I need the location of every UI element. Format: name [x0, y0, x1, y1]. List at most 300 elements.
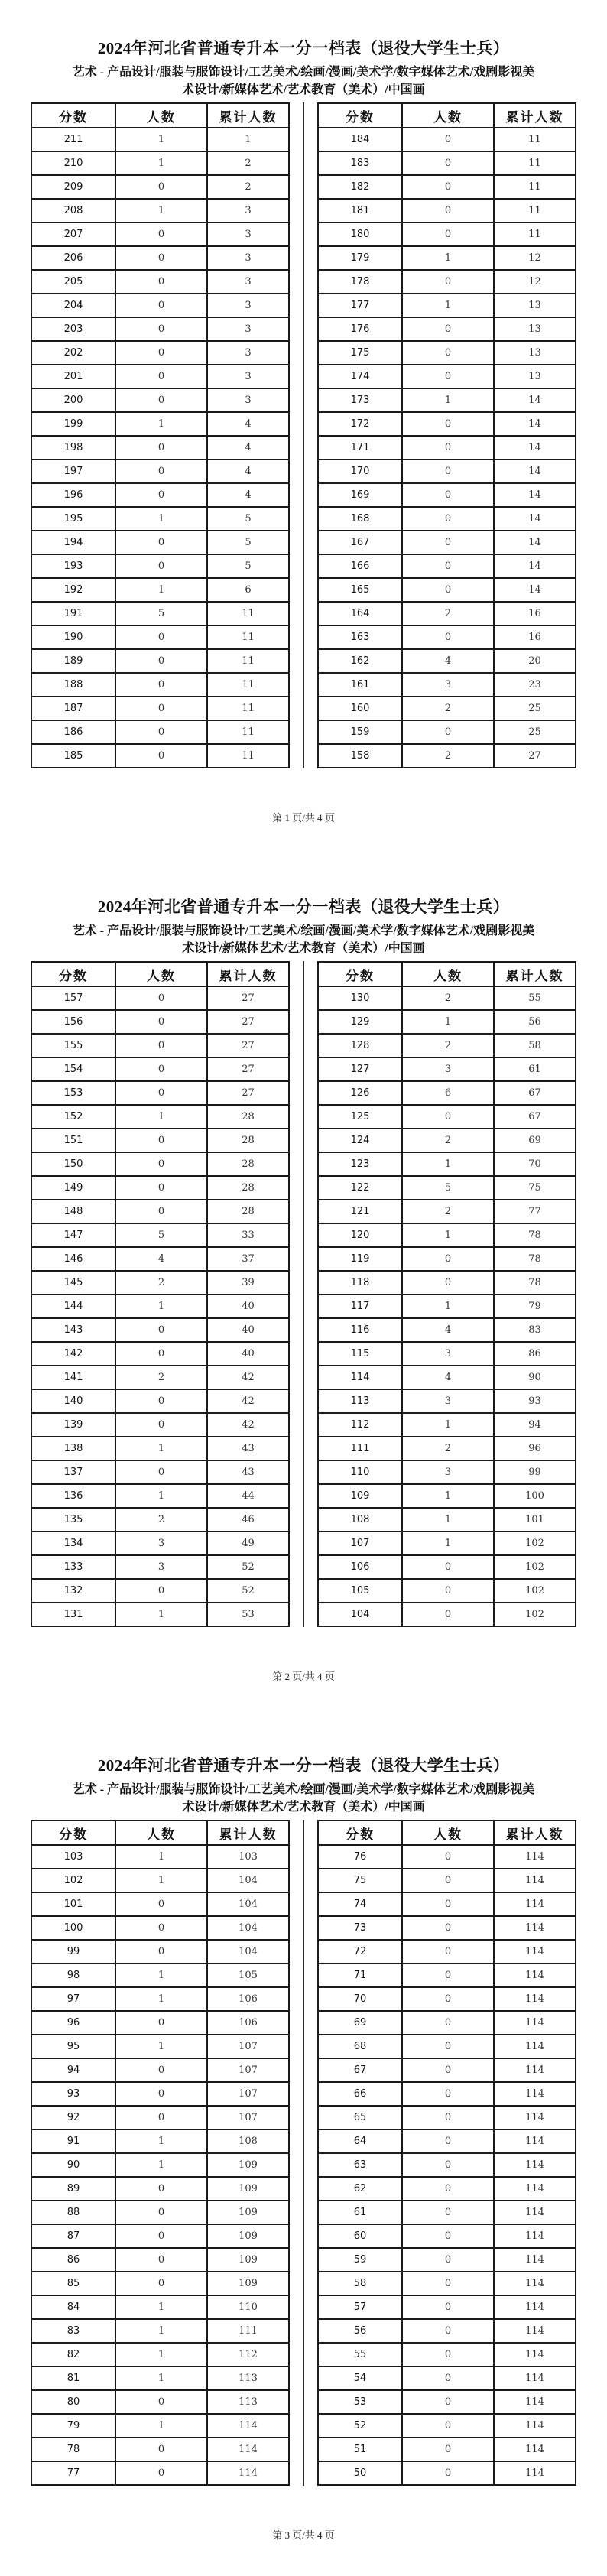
table-row: [31, 483, 289, 507]
table-row: [318, 1152, 576, 1176]
score-cell: 90: [31, 2153, 115, 2177]
cumulative-cell: 14: [494, 412, 576, 436]
cumulative-cell: 5: [207, 554, 289, 578]
table-row: [318, 1081, 576, 1105]
count-cell: 1: [402, 1223, 494, 1247]
cumulative-cell: 3: [207, 199, 289, 223]
score-cell: 68: [318, 2035, 402, 2058]
score-cell: 178: [318, 270, 402, 294]
count-cell: 0: [115, 436, 207, 460]
cumulative-cell: 114: [494, 1987, 576, 2011]
table-row: [31, 1437, 289, 1460]
score-cell: 87: [31, 2224, 115, 2248]
count-cell: 3: [402, 1057, 494, 1081]
count-cell: 0: [115, 2224, 207, 2248]
count-cell: 0: [402, 2272, 494, 2295]
cumulative-cell: 16: [494, 625, 576, 649]
cumulative-cell: 102: [494, 1532, 576, 1555]
score-cell: 51: [318, 2438, 402, 2461]
table-row: [31, 460, 289, 483]
cumulative-cell: 11: [494, 128, 576, 151]
cumulative-cell: 40: [207, 1294, 289, 1318]
table-row: [31, 270, 289, 294]
cumulative-cell: 27: [207, 1010, 289, 1034]
count-cell: 0: [115, 2461, 207, 2485]
page-title: 2024年河北省普通专升本一分一档表（退役大学生士兵）: [97, 39, 510, 57]
cumulative-cell: 27: [207, 1057, 289, 1081]
column-divider: [303, 1820, 304, 2486]
table-row: [31, 1484, 289, 1508]
score-table-left: [31, 102, 290, 768]
score-cell: 162: [318, 649, 402, 673]
cumulative-cell: 113: [207, 2390, 289, 2414]
col-header-count: 人数: [115, 962, 207, 986]
table-row: [31, 1223, 289, 1247]
table-row: [318, 697, 576, 720]
score-cell: 124: [318, 1129, 402, 1152]
score-cell: 129: [318, 1010, 402, 1034]
score-cell: 161: [318, 673, 402, 697]
count-cell: 1: [115, 2129, 207, 2153]
score-cell: 137: [31, 1460, 115, 1484]
count-cell: 1: [115, 151, 207, 175]
cumulative-cell: 111: [207, 2319, 289, 2343]
cumulative-cell: 106: [207, 2011, 289, 2035]
score-cell: 53: [318, 2390, 402, 2414]
table-row: [318, 2295, 576, 2319]
count-cell: 0: [115, 673, 207, 697]
col-header-score: 分数: [31, 1821, 115, 1845]
score-cell: 170: [318, 460, 402, 483]
score-cell: 115: [318, 1342, 402, 1366]
cumulative-cell: 114: [494, 2011, 576, 2035]
score-cell: 79: [31, 2414, 115, 2438]
col-header-count: 人数: [402, 962, 494, 986]
count-cell: 1: [402, 246, 494, 270]
cumulative-cell: 109: [207, 2272, 289, 2295]
count-cell: 3: [115, 1555, 207, 1579]
cumulative-cell: 101: [494, 1508, 576, 1532]
score-cell: 158: [318, 744, 402, 768]
cumulative-cell: 11: [207, 673, 289, 697]
cumulative-cell: 42: [207, 1366, 289, 1389]
table-row: [318, 317, 576, 341]
count-cell: 0: [402, 1892, 494, 1916]
cumulative-cell: 11: [207, 697, 289, 720]
score-cell: 211: [31, 128, 115, 151]
score-cell: 67: [318, 2058, 402, 2082]
score-cell: 127: [318, 1057, 402, 1081]
count-cell: 1: [402, 1508, 494, 1532]
table-row: [31, 2414, 289, 2438]
table-row: [318, 1964, 576, 1987]
cumulative-cell: 11: [494, 223, 576, 246]
count-cell: 0: [402, 2082, 494, 2106]
score-cell: 55: [318, 2343, 402, 2366]
cumulative-cell: 3: [207, 294, 289, 317]
count-cell: 0: [115, 2248, 207, 2272]
count-cell: 1: [402, 1532, 494, 1555]
cumulative-cell: 13: [494, 341, 576, 365]
count-cell: 1: [115, 2319, 207, 2343]
count-cell: 2: [402, 986, 494, 1010]
cumulative-cell: 55: [494, 986, 576, 1010]
count-cell: 1: [115, 2153, 207, 2177]
count-cell: 0: [402, 720, 494, 744]
count-cell: 0: [402, 1271, 494, 1294]
score-cell: 73: [318, 1916, 402, 1940]
cumulative-cell: 114: [494, 2058, 576, 2082]
page-footer: 第 1 页/共 4 页: [272, 812, 335, 823]
score-cell: 163: [318, 625, 402, 649]
count-cell: 0: [402, 199, 494, 223]
cumulative-cell: 40: [207, 1318, 289, 1342]
score-cell: 120: [318, 1223, 402, 1247]
table-row: [318, 270, 576, 294]
cumulative-cell: 11: [494, 175, 576, 199]
table-row: [31, 365, 289, 388]
cumulative-cell: 11: [207, 625, 289, 649]
cumulative-cell: 103: [207, 1845, 289, 1869]
count-cell: 2: [402, 1437, 494, 1460]
table-row: [318, 341, 576, 365]
count-cell: 1: [115, 507, 207, 531]
count-cell: 0: [115, 2106, 207, 2129]
count-cell: 0: [115, 1389, 207, 1413]
score-cell: 89: [31, 2177, 115, 2201]
cumulative-cell: 28: [207, 1176, 289, 1200]
cumulative-cell: 42: [207, 1413, 289, 1437]
score-cell: 142: [31, 1342, 115, 1366]
score-cell: 159: [318, 720, 402, 744]
count-cell: 2: [115, 1508, 207, 1532]
table-row: [31, 2295, 289, 2319]
cumulative-cell: 102: [494, 1555, 576, 1579]
cumulative-cell: 78: [494, 1223, 576, 1247]
score-cell: 190: [31, 625, 115, 649]
col-header-score: 分数: [31, 962, 115, 986]
col-header-cumulative: 累计人数: [494, 103, 576, 128]
score-cell: 199: [31, 412, 115, 436]
cumulative-cell: 114: [494, 1964, 576, 1987]
table-row: [31, 1579, 289, 1603]
count-cell: 0: [115, 1176, 207, 1200]
count-cell: 0: [115, 483, 207, 507]
score-cell: 156: [31, 1010, 115, 1034]
score-cell: 110: [318, 1460, 402, 1484]
cumulative-cell: 114: [494, 2201, 576, 2224]
table-row: [31, 1460, 289, 1484]
score-cell: 198: [31, 436, 115, 460]
table-row: [31, 1152, 289, 1176]
table-row: [31, 1200, 289, 1223]
table-row: [31, 649, 289, 673]
count-cell: 1: [115, 2035, 207, 2058]
score-cell: 99: [31, 1940, 115, 1964]
cumulative-cell: 114: [494, 2272, 576, 2295]
cumulative-cell: 40: [207, 1342, 289, 1366]
cumulative-cell: 12: [494, 246, 576, 270]
score-cell: 203: [31, 317, 115, 341]
count-cell: 0: [115, 1940, 207, 1964]
score-cell: 172: [318, 412, 402, 436]
count-cell: 0: [402, 365, 494, 388]
page-3: [0, 1717, 607, 2576]
score-cell: 116: [318, 1318, 402, 1342]
score-cell: 132: [31, 1579, 115, 1603]
score-cell: 104: [318, 1603, 402, 1626]
table-row: [31, 1845, 289, 1869]
cumulative-cell: 14: [494, 436, 576, 460]
score-cell: 164: [318, 602, 402, 625]
table-row: [318, 531, 576, 554]
score-cell: 78: [31, 2438, 115, 2461]
count-cell: 0: [115, 1057, 207, 1081]
score-cell: 173: [318, 388, 402, 412]
cumulative-cell: 114: [494, 2177, 576, 2201]
table-row: [31, 1342, 289, 1366]
score-cell: 152: [31, 1105, 115, 1129]
score-cell: 184: [318, 128, 402, 151]
score-cell: 125: [318, 1105, 402, 1129]
col-header-score: 分数: [31, 103, 115, 128]
score-cell: 210: [31, 151, 115, 175]
score-cell: 93: [31, 2082, 115, 2106]
score-cell: 108: [318, 1508, 402, 1532]
count-cell: 3: [402, 1460, 494, 1484]
table-row: [31, 1010, 289, 1034]
table-row: [318, 1105, 576, 1129]
score-cell: 101: [31, 1892, 115, 1916]
score-cell: 174: [318, 365, 402, 388]
table-row: [318, 2058, 576, 2082]
page-subtitle: [0, 922, 607, 957]
table-row: [318, 2366, 576, 2390]
score-cell: 139: [31, 1413, 115, 1437]
table-row: [31, 1271, 289, 1294]
cumulative-cell: 114: [494, 2248, 576, 2272]
count-cell: 1: [402, 1484, 494, 1508]
cumulative-cell: 28: [207, 1200, 289, 1223]
table-row: [31, 507, 289, 531]
count-cell: 0: [402, 341, 494, 365]
table-row: [318, 602, 576, 625]
score-cell: 112: [318, 1413, 402, 1437]
count-cell: 0: [402, 1247, 494, 1271]
cumulative-cell: 114: [494, 1940, 576, 1964]
cumulative-cell: 2: [207, 151, 289, 175]
subtitle-line-1: 艺术 - 产品设计/服装与服饰设计/工艺美术/绘画/漫画/美术学/数字媒体艺术/戏剧影视美: [72, 1783, 535, 1796]
table-row: [318, 246, 576, 270]
count-cell: 0: [115, 1034, 207, 1057]
cumulative-cell: 100: [494, 1484, 576, 1508]
count-cell: 1: [115, 1294, 207, 1318]
score-cell: 118: [318, 1271, 402, 1294]
score-cell: 109: [318, 1484, 402, 1508]
col-header-cumulative: 累计人数: [207, 962, 289, 986]
page-footer: 第 3 页/共 4 页: [272, 2529, 335, 2541]
count-cell: 0: [115, 341, 207, 365]
column-divider: [303, 961, 304, 1627]
cumulative-cell: 114: [494, 2035, 576, 2058]
count-cell: 6: [402, 1081, 494, 1105]
score-cell: 207: [31, 223, 115, 246]
table-row: [31, 1176, 289, 1200]
score-cell: 131: [31, 1603, 115, 1626]
table-row: [31, 2390, 289, 2414]
table-row: [31, 2248, 289, 2272]
page-title: 2024年河北省普通专升本一分一档表（退役大学生士兵）: [97, 898, 510, 916]
score-cell: 98: [31, 1964, 115, 1987]
score-cell: 71: [318, 1964, 402, 1987]
count-cell: 0: [402, 2414, 494, 2438]
cumulative-cell: 56: [494, 1010, 576, 1034]
table-row: [318, 2414, 576, 2438]
table-row: [31, 720, 289, 744]
table-row: [31, 1057, 289, 1081]
count-cell: 1: [402, 1294, 494, 1318]
score-cell: 149: [31, 1176, 115, 1200]
score-cell: 102: [31, 1869, 115, 1892]
cumulative-cell: 78: [494, 1247, 576, 1271]
count-cell: 0: [402, 2058, 494, 2082]
table-row: [31, 1247, 289, 1271]
table-row: [31, 697, 289, 720]
table-row: [31, 1105, 289, 1129]
score-cell: 106: [318, 1555, 402, 1579]
score-cell: 100: [31, 1916, 115, 1940]
count-cell: 0: [402, 2177, 494, 2201]
score-cell: 56: [318, 2319, 402, 2343]
cumulative-cell: 114: [207, 2438, 289, 2461]
table-row: [31, 578, 289, 602]
cumulative-cell: 27: [207, 1034, 289, 1057]
count-cell: 1: [115, 412, 207, 436]
score-cell: 154: [31, 1057, 115, 1081]
count-cell: 0: [402, 2438, 494, 2461]
score-cell: 134: [31, 1532, 115, 1555]
score-cell: 155: [31, 1034, 115, 1057]
count-cell: 2: [402, 1034, 494, 1057]
table-row: [318, 1129, 576, 1152]
table-row: [318, 2343, 576, 2366]
score-cell: 107: [318, 1532, 402, 1555]
score-cell: 169: [318, 483, 402, 507]
cumulative-cell: 27: [207, 986, 289, 1010]
table-row: [31, 1034, 289, 1057]
table-row: [31, 1389, 289, 1413]
score-cell: 200: [31, 388, 115, 412]
tables-area: [0, 1820, 607, 2486]
table-row: [31, 2082, 289, 2106]
count-cell: 0: [115, 1413, 207, 1437]
count-cell: 0: [402, 1869, 494, 1892]
table-row: [31, 531, 289, 554]
cumulative-cell: 52: [207, 1579, 289, 1603]
table-row: [318, 1389, 576, 1413]
table-row: [31, 986, 289, 1010]
score-cell: 50: [318, 2461, 402, 2485]
cumulative-cell: 114: [494, 1845, 576, 1869]
count-cell: 0: [115, 2177, 207, 2201]
header-row: [318, 962, 576, 986]
table-row: [318, 1460, 576, 1484]
cumulative-cell: 3: [207, 341, 289, 365]
cumulative-cell: 112: [207, 2343, 289, 2366]
table-row: [318, 388, 576, 412]
cumulative-cell: 44: [207, 1484, 289, 1508]
count-cell: 0: [402, 578, 494, 602]
count-cell: 0: [402, 1940, 494, 1964]
score-cell: 143: [31, 1318, 115, 1342]
table-row: [318, 223, 576, 246]
table-row: [31, 602, 289, 625]
cumulative-cell: 109: [207, 2201, 289, 2224]
table-row: [318, 2201, 576, 2224]
table-row: [318, 1555, 576, 1579]
count-cell: 0: [115, 531, 207, 554]
cumulative-cell: 28: [207, 1129, 289, 1152]
table-row: [318, 720, 576, 744]
count-cell: 2: [402, 1200, 494, 1223]
score-cell: 147: [31, 1223, 115, 1247]
count-cell: 0: [115, 365, 207, 388]
count-cell: 0: [402, 2035, 494, 2058]
header-row: [31, 103, 289, 128]
table-row: [31, 1916, 289, 1940]
score-cell: 204: [31, 294, 115, 317]
table-row: [318, 1271, 576, 1294]
score-cell: 70: [318, 1987, 402, 2011]
count-cell: 0: [115, 317, 207, 341]
count-cell: 1: [115, 2366, 207, 2390]
score-cell: 96: [31, 2011, 115, 2035]
cumulative-cell: 114: [494, 1892, 576, 1916]
count-cell: 0: [402, 1105, 494, 1129]
cumulative-cell: 83: [494, 1318, 576, 1342]
count-cell: 0: [402, 507, 494, 531]
score-cell: 185: [31, 744, 115, 768]
header-row: [318, 103, 576, 128]
cumulative-cell: 109: [207, 2177, 289, 2201]
score-cell: 75: [318, 1869, 402, 1892]
score-cell: 208: [31, 199, 115, 223]
cumulative-cell: 4: [207, 436, 289, 460]
count-cell: 1: [115, 1437, 207, 1460]
table-row: [31, 341, 289, 365]
table-row: [318, 2224, 576, 2248]
count-cell: 0: [115, 2438, 207, 2461]
cumulative-cell: 5: [207, 531, 289, 554]
score-cell: 128: [318, 1034, 402, 1057]
count-cell: 4: [402, 1318, 494, 1342]
table-row: [318, 2438, 576, 2461]
count-cell: 0: [115, 2201, 207, 2224]
score-cell: 167: [318, 531, 402, 554]
table-row: [318, 625, 576, 649]
cumulative-cell: 14: [494, 460, 576, 483]
count-cell: 0: [402, 483, 494, 507]
table-row: [318, 1916, 576, 1940]
table-row: [31, 1081, 289, 1105]
count-cell: 0: [402, 2461, 494, 2485]
cumulative-cell: 12: [494, 270, 576, 294]
count-cell: 0: [115, 2058, 207, 2082]
table-row: [31, 1508, 289, 1532]
subtitle-line-2: 术设计/新媒体艺术/艺术教育（美术）/中国画: [182, 1801, 425, 1814]
count-cell: 0: [115, 986, 207, 1010]
table-row: [31, 673, 289, 697]
